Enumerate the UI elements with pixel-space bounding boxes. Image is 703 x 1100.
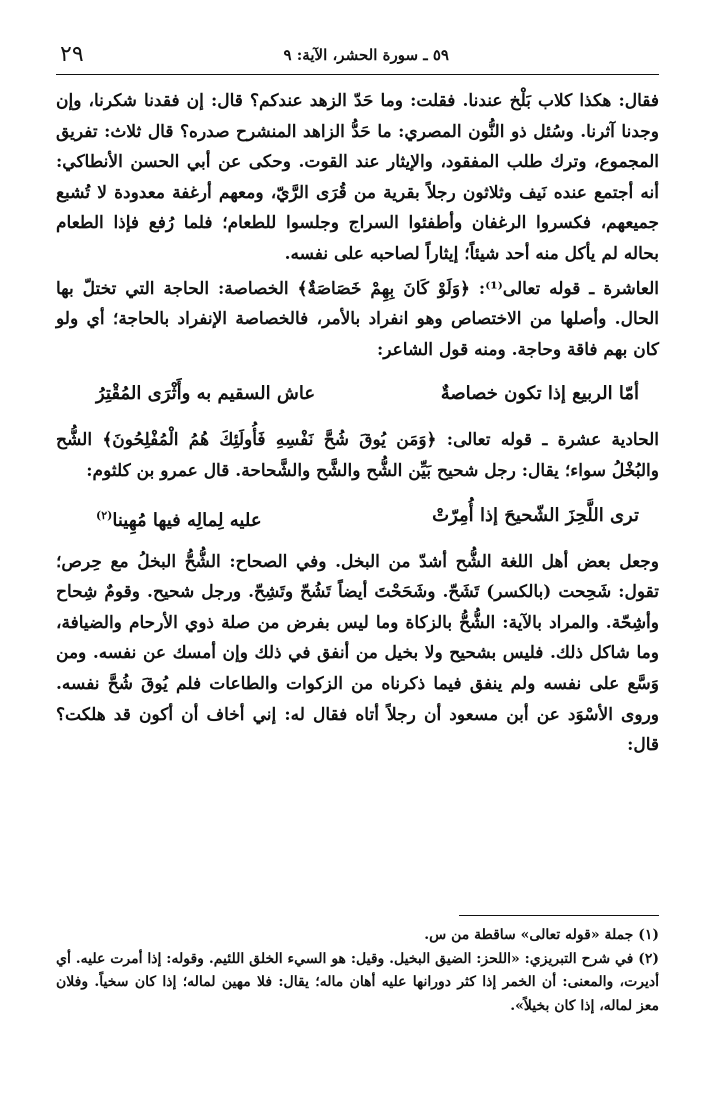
verse-1-second-hemistich: عاش السقيم به وأَثْرَى المُقْتِرُ — [96, 383, 316, 405]
footnote-divider — [459, 915, 659, 916]
verse-2-second-hemistich-wrap — [96, 501, 262, 531]
footnote-ref-2: (٢) — [96, 508, 113, 522]
paragraph-4: وجعل بعض أهل اللغة الشُّح أشدّ من البخل. وفي الصحاح: الشُّحُّ البخلُ مع حِرص؛ تقول: شَحِحت (بالكسر) تَشَحّ. وشَحَحْتَ أيضاً تَشُحّ وتَشِحّ. ورجل شحيح. وقومٌ شِحاح وأشِحّة. والمراد بالآية: الشُّحُّ بالزكاة وما ليس بفرض من صلة ذوي الأرحام والضيافة، وما شاكل ذلك. فليس بشحيح ولا بخيل من أنفق في ذلك وإن أمسك عن نفسه. ومن وَسَّع على نفسه ولم ينفق فيما ذكرناه من الزكوات والطاعات فلم يُوقَ شُحَّ نفسه. وروى الأسْوَد عن أبن مسعود أن رجلاً أتاه فقال له: إني أخاف أن أكون قد هلكت؟ قال: — [56, 551, 659, 756]
main-text — [56, 86, 659, 761]
poetry-verse-2 — [96, 501, 639, 531]
page-header — [56, 40, 659, 74]
verse-1-first-hemistich: أمّا الربيع إذا تكون خصاصةٌ — [440, 383, 639, 405]
paragraph-3: الحادية عشرة ـ قوله تعالى: ﴿وَمَن يُوقَ شُحَّ نَفْسِهِ فَأُولَئِكَ هُمُ الْمُفْلِحُونَ﴾ الشُّح والبُخْلُ سواء؛ يقال: رجل شحيح بَيِّن الشُّح والشَّح والشَّحاحة. قال عمرو بن كلثوم: — [56, 430, 659, 481]
running-title: ٥٩ ـ سورة الحشر، الآية: ٩ — [283, 46, 449, 64]
paragraph-2: العاشرة ـ قوله تعالى⁽¹⁾: ﴿وَلَوْ كَانَ بِهِمْ خَصَاصَةٌ﴾ الخصاصة: الحاجة التي تختلّ بها الحال. وأصلها من الاختصاص وهو انفراد بالأمر، فالخصاصة الإنفراد بالحاجة؛ أي ولو كان بهم فاقة وحاجة. ومنه قول الشاعر: — [56, 278, 660, 360]
paragraph-1: فقال: هكذا كلاب بَلْخ عندنا. فقلت: وما حَدّ الزهد عندكم؟ قال: إن فقدنا شكرنا، وإن وجدنا آثرنا. وسُئل ذو النُّون المصري: ما حَدُّ الزاهد المنشرح صدره؟ قال ثلاث: تفريق المجموع، وترك طلب المفقود، والإيثار عند القوت. وحكى عن أبي الحسن الأنطاكي: أنه أجتمع عنده نَيف وثلاثون رجلاً بقرية من قُرَى الرَّيّ، ومعهم أرغفة معدودة لا تُشبع جميعهم، فكسروا الرغفان وأطفئوا السراج وجلسوا للطعام؛ فلما رُفع فإذا الطعام بحاله لم يأكل منه أحد شيئاً؛ إيثاراً لصاحبه على نفسه. — [56, 91, 659, 264]
page-number: ٢٩ — [60, 42, 84, 67]
verse-2-second-hemistich: عليه لِمالِه فيها مُهِينا — [112, 509, 262, 531]
footnote-1: (١) جملة «قوله تعالى» ساقطة من س. — [424, 927, 659, 943]
poetry-verse-1 — [96, 379, 639, 409]
header-divider — [56, 74, 659, 75]
footnotes — [56, 915, 659, 1018]
footnote-2: (٢) في شرح التبريزي: «اللحز: الضيق البخيل. وقيل: هو السيء الخلق اللئيم. وقوله: إذا أمرت عليه. أي أديرت، والمعنى: أن الخمر إذا كثر دورانها عليه أهان ماله؛ يقال: فلا مهين لماله؛ إذا كان سخياً. وفلان معز لماله، إذا كان بخيلاً». — [56, 950, 659, 1014]
verse-2-first-hemistich: ترى اللَّحِزَ الشّحيحَ إذا أُمِرّتْ — [432, 504, 639, 526]
